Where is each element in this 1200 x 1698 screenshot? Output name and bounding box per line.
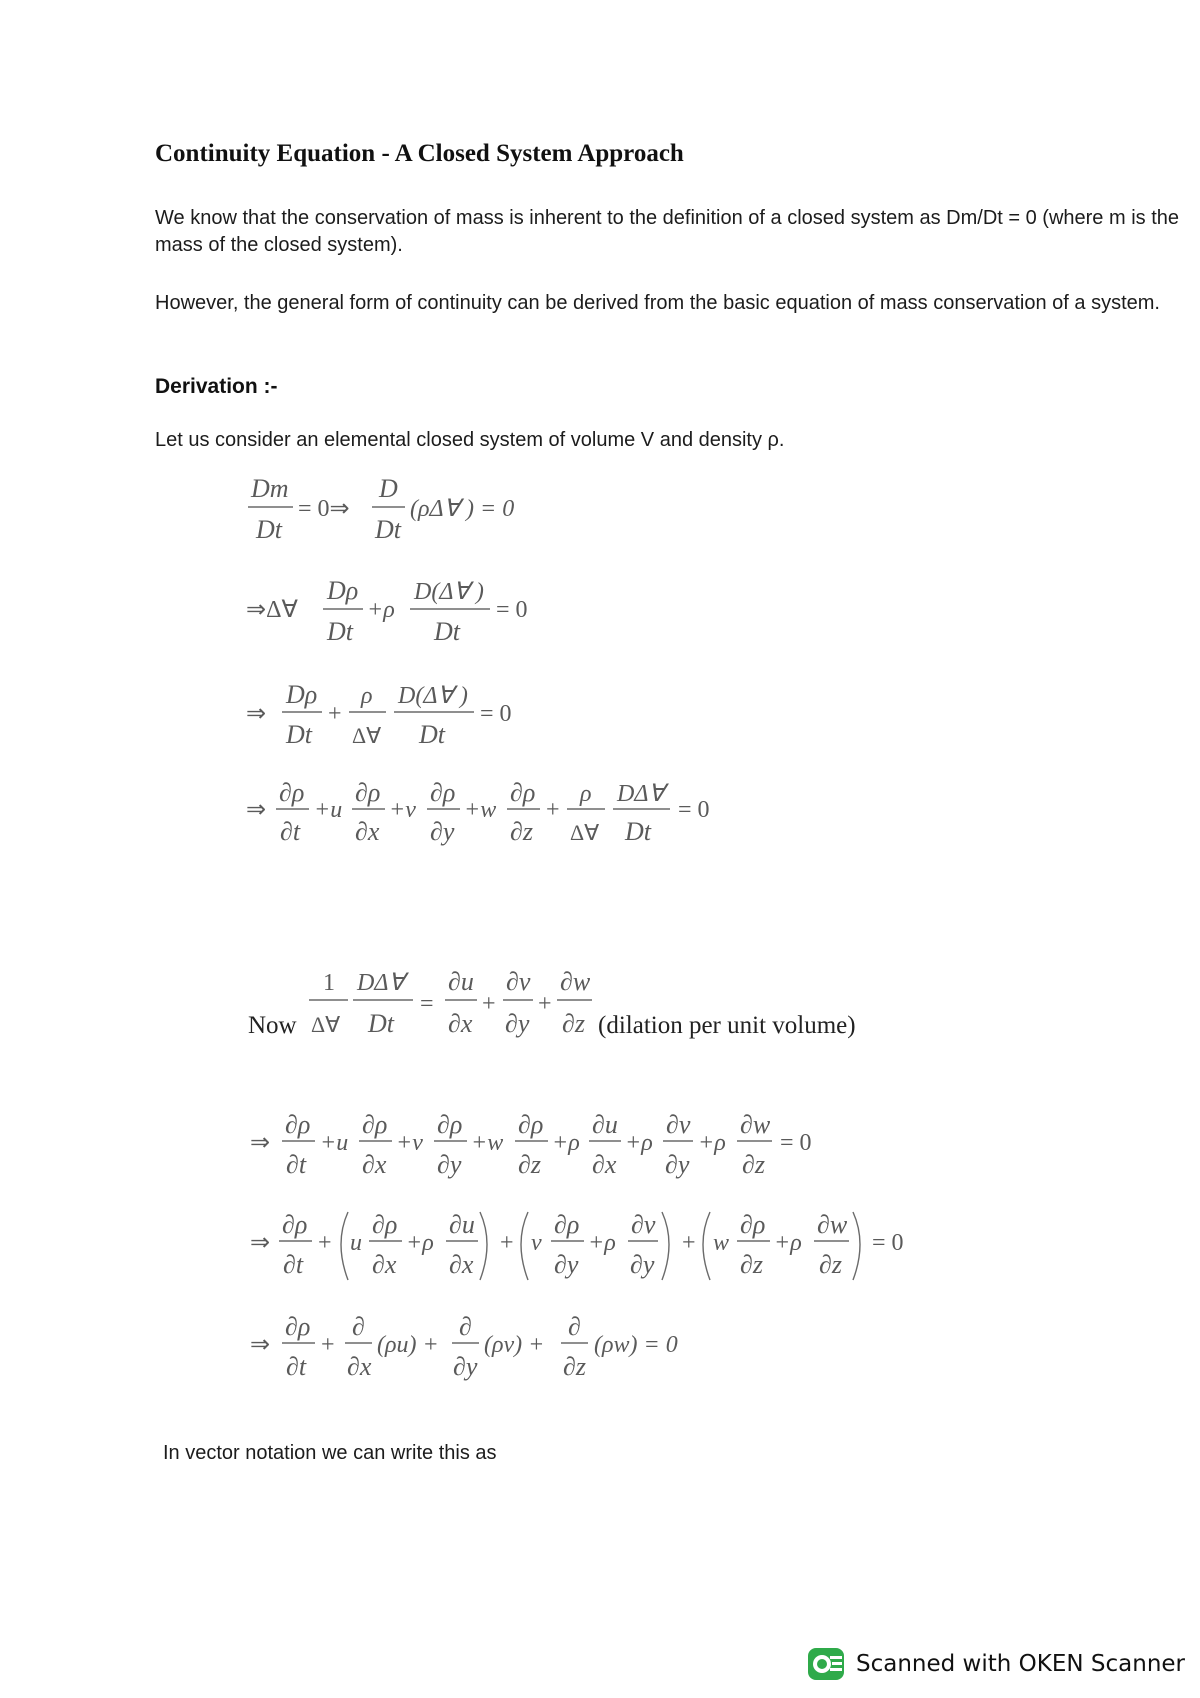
svg-text:∂v: ∂v [666,1110,691,1139]
svg-text:Dm: Dm [251,474,289,503]
svg-text:+: + [546,797,560,823]
svg-text:∂y: ∂y [630,1250,655,1279]
equation-7 [250,1312,678,1381]
svg-text:∂v: ∂v [631,1210,656,1239]
svg-text:u: u [350,1230,362,1256]
oken-scanner-logo-icon [806,1644,846,1684]
svg-text:∂y: ∂y [437,1150,462,1179]
svg-text:∂ρ: ∂ρ [285,1110,311,1139]
scanner-watermark [806,1644,1185,1684]
svg-text:+w: +w [471,1130,504,1156]
svg-text:Δ∀: Δ∀ [570,820,600,845]
svg-text:Dρ: Dρ [327,576,359,605]
svg-text:+ρ: +ρ [406,1230,434,1256]
equation-2 [246,576,528,646]
svg-text:= 0: = 0 [872,1230,904,1256]
intro-paragraph: We know that the conservation of mass is inherent to the definition of a closed system as Dm/Dt = 0 (where m is the mass of the closed system). [155,207,1179,256]
svg-text:∂y: ∂y [453,1352,478,1381]
svg-text:+: + [321,1332,335,1358]
svg-text:∂w: ∂w [740,1110,771,1139]
svg-text:∂z: ∂z [742,1150,765,1179]
equation-1 [248,474,514,544]
svg-text:+: + [318,1230,332,1256]
svg-text:∂: ∂ [568,1312,581,1341]
svg-text:∂w: ∂w [817,1210,848,1239]
svg-text:∂z: ∂z [510,817,533,846]
svg-text:∂y: ∂y [665,1150,690,1179]
svg-text:∂ρ: ∂ρ [279,778,305,807]
svg-text:⇒: ⇒ [246,701,267,727]
svg-text:Dt: Dt [434,617,460,646]
svg-text:D(Δ∀ ): D(Δ∀ ) [398,683,468,709]
svg-text:∂ρ: ∂ρ [430,778,456,807]
svg-text:∂x: ∂x [347,1352,372,1381]
svg-text:∂z: ∂z [518,1150,541,1179]
dilation-note: (dilation per unit volume) [598,1012,856,1039]
svg-text:∂t: ∂t [280,817,301,846]
equation-5 [250,1110,812,1179]
svg-text:⇒: ⇒ [250,1332,271,1358]
svg-text:+ρ: +ρ [552,1130,580,1156]
svg-text:+: + [682,1230,696,1256]
svg-text:+: + [328,701,342,727]
page-title: Continuity Equation - A Closed System Approach [155,140,684,167]
svg-text:Δ∀: Δ∀ [352,723,382,748]
svg-text:⇒: ⇒ [250,1230,271,1256]
now-label: Now [248,1012,297,1039]
svg-text:Dt: Dt [286,720,312,749]
svg-text:∂ρ: ∂ρ [372,1210,398,1239]
svg-text:w: w [713,1230,730,1256]
general-form-paragraph: However, the general form of continuity can be derived from the basic equation of mass conservation of a system. [155,292,1160,314]
dilation-equation [309,967,592,1038]
svg-text:∂z: ∂z [740,1250,763,1279]
svg-text:∂z: ∂z [563,1352,586,1381]
svg-text:∂ρ: ∂ρ [518,1110,544,1139]
svg-text:∂w: ∂w [560,967,591,996]
svg-text:∂t: ∂t [286,1150,307,1179]
svg-text:D(Δ∀ ): D(Δ∀ ) [414,579,484,605]
svg-text:(ρu) +: (ρu) + [377,1332,439,1358]
svg-text:∂ρ: ∂ρ [510,778,536,807]
svg-text:+ρ: +ρ [774,1230,802,1256]
equation-6 [250,1210,904,1280]
svg-text:∂u: ∂u [448,967,474,996]
svg-text:+: + [482,991,496,1017]
svg-text:= 0: = 0 [678,797,710,823]
svg-text:∂z: ∂z [819,1250,842,1279]
svg-text:∂y: ∂y [430,817,455,846]
svg-text:(ρv) +: (ρv) + [484,1332,545,1358]
svg-text:D: D [379,474,398,503]
svg-text:v: v [531,1230,542,1256]
svg-text:ρ: ρ [361,683,373,709]
svg-text:∂ρ: ∂ρ [285,1312,311,1341]
svg-text:+ρ: +ρ [588,1230,616,1256]
svg-text:+v: +v [396,1130,423,1156]
svg-text:Dt: Dt [625,817,651,846]
svg-text:∂t: ∂t [283,1250,304,1279]
svg-text:Dt: Dt [327,617,353,646]
consider-paragraph: Let us consider an elemental closed system of volume V and density ρ. [155,429,785,451]
svg-text:Δ∀: Δ∀ [311,1012,341,1037]
svg-text:∂x: ∂x [362,1150,387,1179]
scanner-text: Scanned with OKEN Scanner [856,1651,1185,1677]
svg-text:∂ρ: ∂ρ [282,1210,308,1239]
svg-text:∂: ∂ [459,1312,472,1341]
svg-text:1: 1 [323,970,335,996]
svg-text:DΔ∀: DΔ∀ [617,781,665,807]
svg-text:+ρ: +ρ [698,1130,726,1156]
svg-text:∂x: ∂x [449,1250,474,1279]
vector-notation-paragraph: In vector notation we can write this as [163,1442,497,1464]
svg-text:∂y: ∂y [505,1009,530,1038]
svg-text:+u: +u [320,1130,349,1156]
svg-text:Dt: Dt [375,515,401,544]
svg-text:∂ρ: ∂ρ [362,1110,388,1139]
equation-4 [246,778,710,846]
svg-text:+w: +w [464,797,497,823]
svg-text:⇒: ⇒ [250,1130,271,1156]
svg-text:⇒: ⇒ [246,797,267,823]
svg-text:+: + [500,1230,514,1256]
svg-text:(ρw) = 0: (ρw) = 0 [594,1332,678,1358]
svg-text:= 0: = 0 [480,701,512,727]
svg-text:∂ρ: ∂ρ [740,1210,766,1239]
svg-text:(ρΔ∀ ) = 0: (ρΔ∀ ) = 0 [410,496,515,522]
svg-text:∂x: ∂x [592,1150,617,1179]
svg-text:∂x: ∂x [372,1250,397,1279]
svg-text:= 0⇒: = 0⇒ [298,496,350,522]
svg-text:∂x: ∂x [355,817,380,846]
svg-text:+: + [538,991,552,1017]
svg-text:∂u: ∂u [592,1110,618,1139]
svg-text:+ρ: +ρ [367,597,395,623]
svg-text:+u: +u [314,797,343,823]
svg-text:∂v: ∂v [506,967,531,996]
svg-text:Dρ: Dρ [286,680,318,709]
svg-text:= 0: = 0 [780,1130,812,1156]
svg-text:∂z: ∂z [562,1009,585,1038]
svg-text:∂t: ∂t [286,1352,307,1381]
svg-text:= 0: = 0 [496,597,528,623]
svg-text:Dt: Dt [419,720,445,749]
svg-text:DΔ∀: DΔ∀ [357,970,405,996]
svg-text:∂ρ: ∂ρ [554,1210,580,1239]
svg-text:∂u: ∂u [449,1210,475,1239]
svg-text:=: = [420,991,434,1017]
svg-text:∂ρ: ∂ρ [437,1110,463,1139]
svg-text:+v: +v [389,797,416,823]
svg-text:∂x: ∂x [448,1009,473,1038]
svg-text:∂: ∂ [352,1312,365,1341]
svg-text:Dt: Dt [368,1009,394,1038]
svg-text:∂y: ∂y [554,1250,579,1279]
svg-text:+ρ: +ρ [625,1130,653,1156]
equation-3 [246,680,512,749]
svg-text:Dt: Dt [256,515,282,544]
svg-text:ρ: ρ [580,781,592,807]
svg-text:⇒Δ∀: ⇒Δ∀ [246,597,298,623]
svg-text:∂ρ: ∂ρ [355,778,381,807]
derivation-heading: Derivation :- [155,375,278,398]
